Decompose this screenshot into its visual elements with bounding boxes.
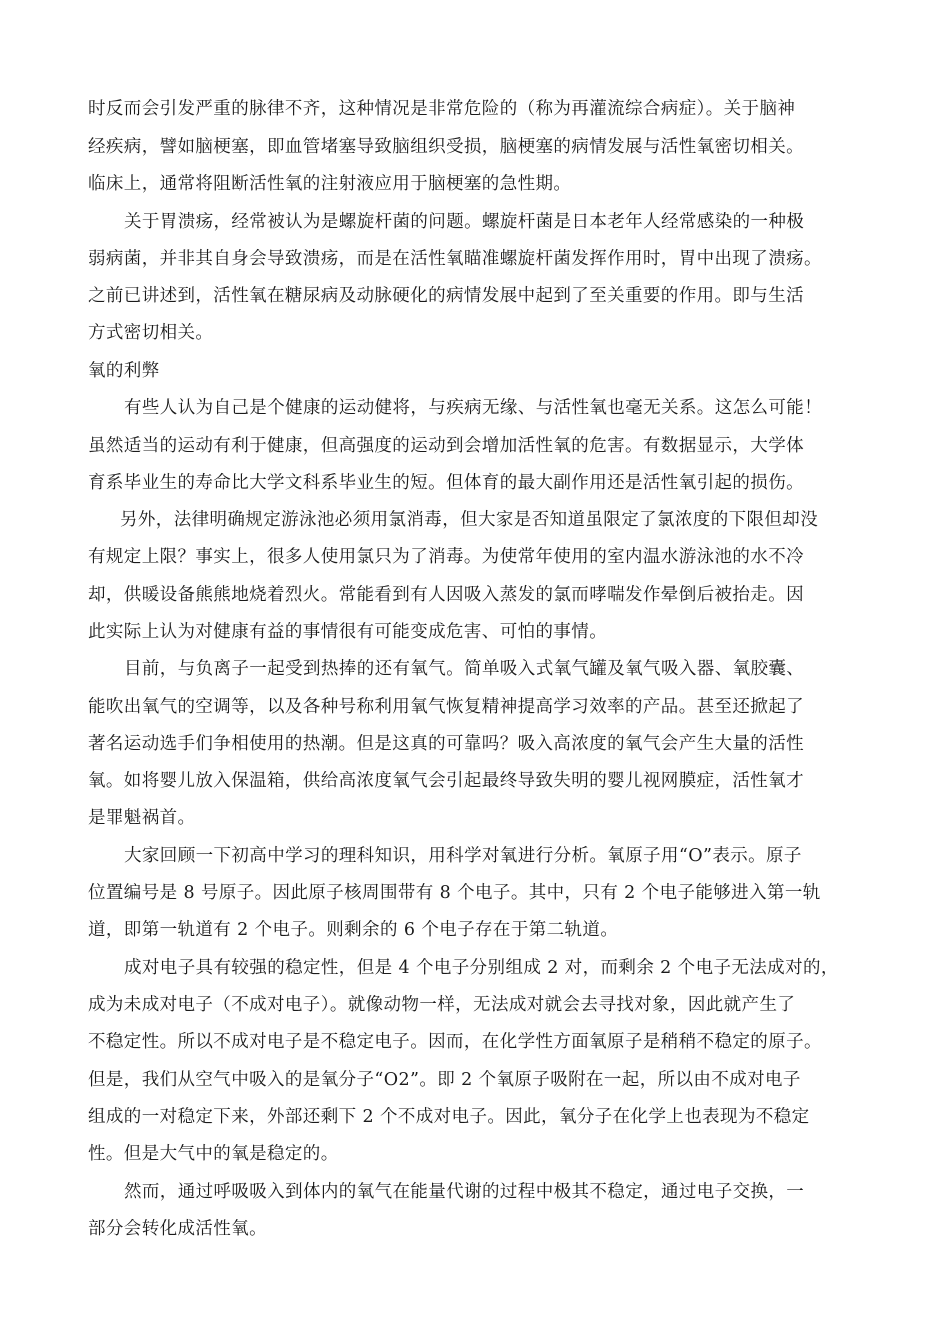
text-line: 成为未成对电子（不成对电子）。就像动物一样，无法成对就会去寻找对象，因此就产生了 <box>88 995 796 1015</box>
text-line: 方式密切相关。 <box>88 323 214 343</box>
text-line: 此实际上认为对健康有益的事情很有可能变成危害、可怕的事情。 <box>88 622 608 642</box>
text-line: 不稳定性。所以不成对电子是不稳定电子。因而，在化学性方面氧原子是稍稍不稳定的原子。 <box>88 1032 822 1052</box>
text-line: 氧。如将婴儿放入保温箱，供给高浓度氧气会引起最终导致失明的婴儿视网膜症，活性氧才 <box>88 771 804 791</box>
text-line: 弱病菌，并非其自身会导致溃疡，而是在活性氧瞄准螺旋杆菌发挥作用时，胃中出现了溃疡。 <box>88 249 822 269</box>
text-line: 性。但是大气中的氧是稳定的。 <box>88 1144 339 1164</box>
text-line: 是罪魁祸首。 <box>88 808 196 828</box>
text-line: 关于胃溃疡，经常被认为是螺旋杆菌的问题。螺旋杆菌是日本老年人经常感染的一种极 <box>124 212 805 232</box>
text-line: 道，即第一轨道有 2 个电子。则剩余的 6 个电子存在于第二轨道。 <box>88 920 619 940</box>
text-line: 目前，与负离子一起受到热捧的还有氧气。简单吸入式氧气罐及氧气吸入器、氧胶囊、 <box>124 659 805 679</box>
text-line: 育系毕业生的寿命比大学文科系毕业生的短。但体育的最大副作用还是活性氧引起的损伤。 <box>88 473 804 493</box>
text-line: 但是，我们从空气中吸入的是氧分子“O2”。即 2 个氧原子吸附在一起，所以由不成对电子 <box>88 1070 801 1090</box>
text-line: 有规定上限？事实上，很多人使用氯只为了消毒。为使常年使用的室内温水游泳池的水不冷 <box>88 547 804 567</box>
text-line: 另外，法律明确规定游泳池必须用氯消毒，但大家是否知道虽限定了氯浓度的下限但却没 <box>120 510 819 530</box>
text-line: 经疾病，譬如脑梗塞，即血管堵塞导致脑组织受损，脑梗塞的病情发展与活性氧密切相关。 <box>88 137 804 157</box>
text-line: 部分会转化成活性氧。 <box>88 1219 267 1239</box>
text-line: 临床上，通常将阻断活性氧的注射液应用于脑梗塞的急性期。 <box>88 174 572 194</box>
text-line: 位置编号是 8 号原子。因此原子核周围带有 8 个电子。其中，只有 2 个电子能够进入第一轨 <box>88 883 821 903</box>
text-line: 大家回顾一下初高中学习的理科知识，用科学对氧进行分析。氧原子用“O”表示。原子 <box>124 846 802 866</box>
text-line: 能吹出氧气的空调等，以及各种号称利用氧气恢复精神提高学习效率的产品。甚至还掀起了 <box>88 697 804 717</box>
section-heading: 氧的利弊 <box>88 361 160 381</box>
text-line: 然而，通过呼吸吸入到体内的氧气在能量代谢的过程中极其不稳定，通过电子交换，一 <box>124 1182 805 1202</box>
text-line: 成对电子具有较强的稳定性，但是 4 个电子分别组成 2 对，而剩余 2 个电子无法成对的， <box>124 958 839 978</box>
text-line: 著名运动选手们争相使用的热潮。但是这真的可靠吗？吸入高浓度的氧气会产生大量的活性 <box>88 734 804 754</box>
text-line: 虽然适当的运动有利于健康，但高强度的运动到会增加活性氧的危害。有数据显示，大学体 <box>88 436 804 456</box>
text-line: 有些人认为自己是个健康的运动健将，与疾病无缘、与活性氧也毫无关系。这怎么可能！ <box>124 398 823 418</box>
text-line: 时反而会引发严重的脉律不齐，这种情况是非常危险的（称为再灌流综合病症）。关于脑神 <box>88 99 796 119</box>
text-line: 却，供暖设备熊熊地烧着烈火。常能看到有人因吸入蒸发的氯而哮喘发作晕倒后被抬走。因 <box>88 585 804 605</box>
text-line: 之前已讲述到，活性氧在糖尿病及动脉硬化的病情发展中起到了至关重要的作用。即与生活 <box>88 286 804 306</box>
text-line: 组成的一对稳定下来，外部还剩下 2 个不成对电子。因此，氧分子在化学上也表现为不稳定 <box>88 1107 810 1127</box>
